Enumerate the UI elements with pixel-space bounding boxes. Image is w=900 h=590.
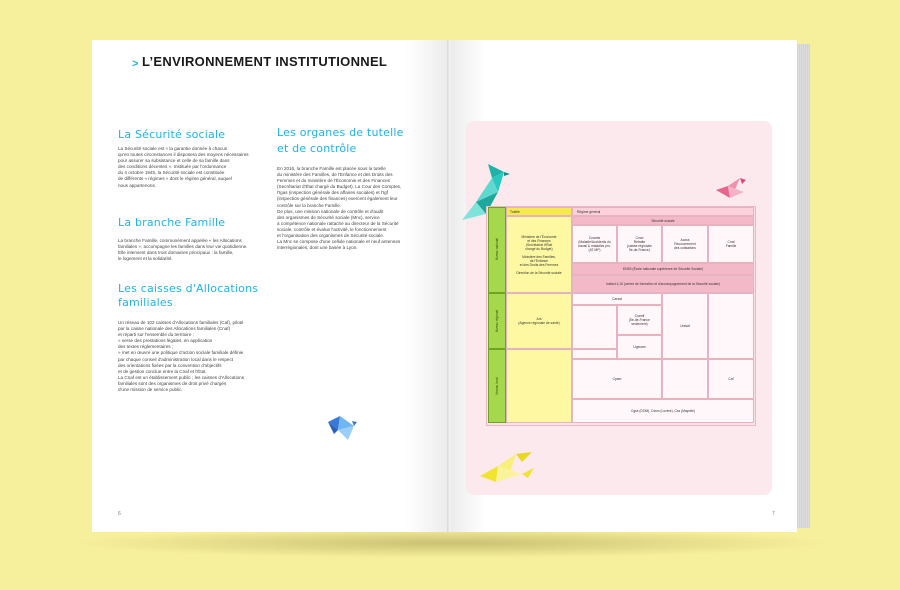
heading-caisses-line1: Les caisses d'Allocations <box>118 282 259 295</box>
urssaf-cell: Urssaf <box>662 293 708 359</box>
local-top-empty-cell <box>572 349 617 359</box>
cpam-cell: Cpam <box>572 359 662 399</box>
level-regional-label: Niveau régional <box>495 309 499 333</box>
caf-cell: Caf <box>708 359 754 399</box>
page-edges <box>796 44 810 528</box>
cgss-cell: Cgss (DOM), Cssm (Lozère), Css (Mayotte) <box>572 399 754 423</box>
securite-sociale-header: Sécurité sociale <box>572 216 754 225</box>
text-securite-sociale: La Sécurité sociale est « la garantie donnée à chacun qu'en toutes circonstances il disposera des moyens nécessaires pour assurer sa subsistance et celle de sa famille dans des conditions décentes ». Instituée par l'ordonnance du 4 octobre 1945, la Sécurité sociale est constituée de différents « régimes » dont le régime général, auquel nous appartenons. <box>118 146 249 188</box>
institut-cell: Institut 4.10 (centre de formation et d'accompagnement de la Sécurité sociale) <box>572 275 754 293</box>
tutelle-header: Tutelle <box>506 207 572 216</box>
ministries-cell: Ministère de l'Économie et des Finances (Secrétariat d'État chargé du Budget) Ministère des Familles, de l'Enfance et des Droits des Femmes Direction de la Sécurité sociale <box>506 216 572 293</box>
heading-organes-line1: Les organes de tutelle <box>277 126 404 139</box>
branch-acoss: Acoss Recouvrement des cotisations <box>662 225 708 263</box>
regime-general-header: Régime général <box>572 207 754 216</box>
origami-bird-blue-icon <box>326 412 358 442</box>
cramif-cell: Cramif (Île-de-France seulement) <box>617 305 662 335</box>
book-shadow <box>70 528 830 558</box>
text-branche-famille: La branche Famille, communément appelée « les Allocations familiales », accompagne les familles dans leur vie quotidienne. Elle intervient dans trois domaines principaux : la famille, le logement et la solidarité. <box>118 238 248 262</box>
regional-empty-cell <box>572 305 617 349</box>
page-title: L’ENVIRONNEMENT INSTITUTIONNEL <box>142 54 388 69</box>
en3s-cell: EN3S (École nationale supérieure de Sécurité Sociale) <box>572 263 754 275</box>
chevron-icon: > <box>132 58 139 70</box>
text-organes: En 2016, la branche Famille est placée sous la tutelle du ministère des Familles, de l'Enfance et des Droits des Femmes et du ministère de l'Économie et des Finances (Secrétariat d'État chargé du Budget). La Cour des Comptes, l'Igas (inspection générale des affaires sociales) et l'Igf (inspection générale des finances) exercent également leur contrôle sur la branche Famille. De plus, une mission nationale de contrôle et d'audit des organismes de Sécurité sociale (Mnc), service à compétence nationale rattaché au directeur de la Sécurité sociale, contrôle et évalue l'activité, le fonctionnement et l'organisation des organismes de Sécurité sociale. La Mnc se compose d'une cellule nationale et neuf antennes interrégionales, dont une basée à Lyon. <box>277 166 402 251</box>
heading-securite-sociale: La Sécurité sociale <box>118 128 226 141</box>
branch-cnav: Cnav Retraite (caisse régionale Île-de-France) <box>617 225 662 263</box>
branch-cnaf: Cnaf Famille <box>708 225 754 263</box>
heading-branche-famille: La branche Famille <box>118 216 226 229</box>
level-local-label: Niveau local <box>495 377 499 395</box>
regional-caf-empty-cell <box>708 293 754 359</box>
carsat-cell: Carsat <box>572 293 662 305</box>
page-number-left: 6 <box>118 511 121 517</box>
regional-agency-cell: Ars (Agence régionale de santé) <box>506 293 572 349</box>
local-empty-cell <box>506 349 572 423</box>
level-national-label: Niveau national <box>495 238 499 260</box>
local-urssaf-empty-cell <box>662 359 708 399</box>
page-number-right: 7 <box>772 511 775 517</box>
heading-caisses-line2: familiales <box>118 296 173 309</box>
heading-organes-line2: et de contrôle <box>277 142 357 155</box>
text-caisses: Un réseau de 102 caisses d'Allocations familiales (Caf), piloté par la caisse nationale des Allocations familiales (Cnaf) et réparti sur l'ensemble du territoire : » verse des prestations légales, en application des textes réglementaires ; » met en œuvre une politique d'action sociale familiale définie par chaque conseil d'administration local dans le respect des orientations fixées par la convention d'objectifs et de gestion conclue entre la Cnaf et l'État. La Cnaf est un établissement public ; les caisses d'Allocations familiales sont des organismes de droit privé chargés d'une mission de service public. <box>118 320 244 393</box>
branch-cnamts: Cnamts (Maladie/Accidents du travail & maladies pro. (AT-MP) <box>572 225 617 263</box>
ugecam-cell: Ugecam <box>617 335 662 359</box>
origami-bird-pink-icon <box>714 176 748 202</box>
origami-bird-yellow-icon <box>476 450 538 484</box>
